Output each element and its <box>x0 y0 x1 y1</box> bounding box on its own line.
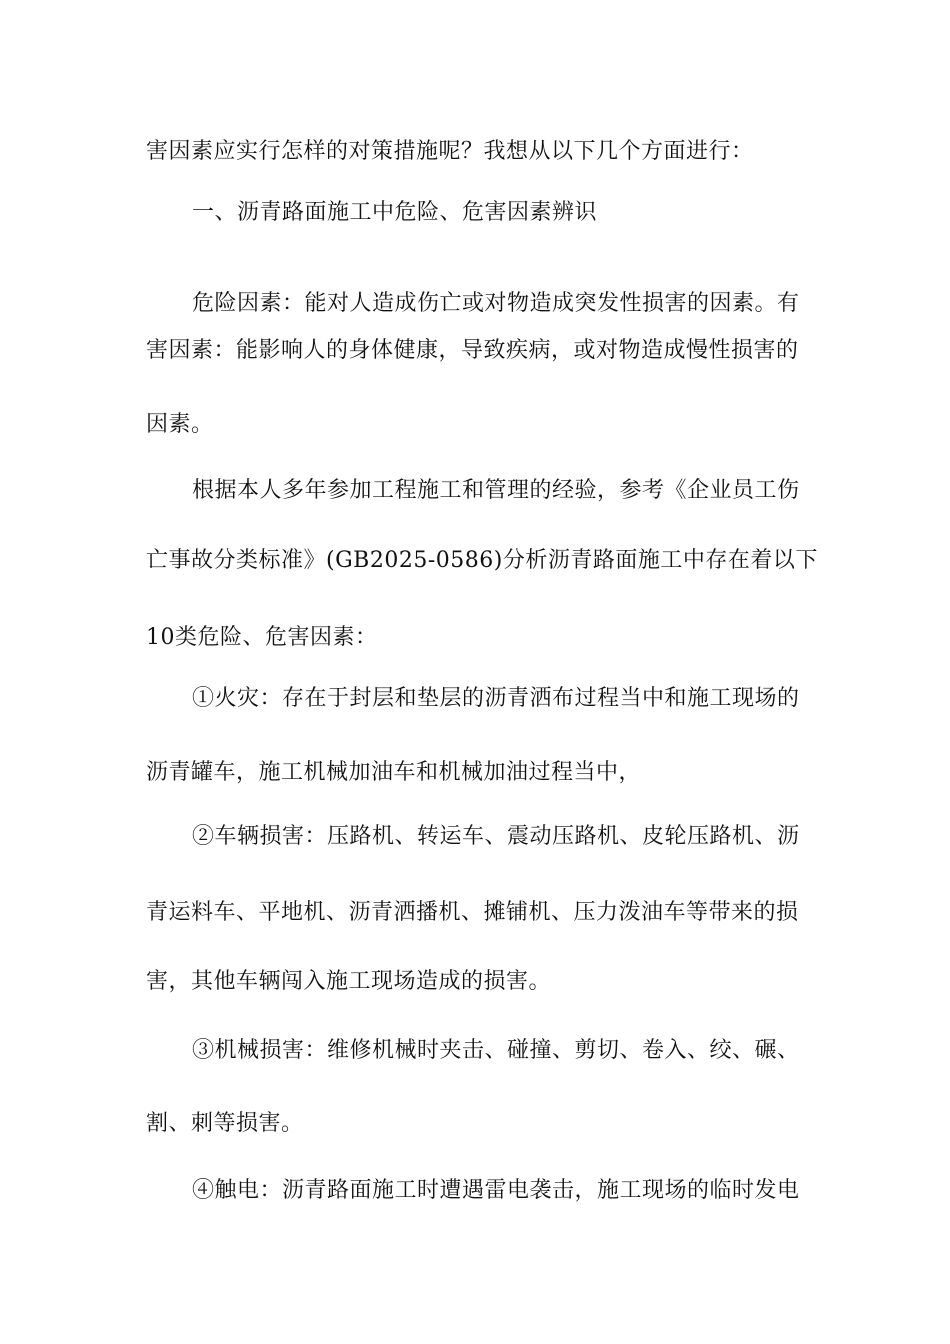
text-line: 根据本人多年参加工程施工和管理的经验，参考《企业员工伤 <box>192 478 800 503</box>
list-item: ④触电：沥青路面施工时遭遇雷电袭击，施工现场的临时发电 <box>192 1178 800 1203</box>
list-item: ③机械损害：维修机械时夹击、碰撞、剪切、卷入、绞、碾、 <box>192 1038 800 1063</box>
text-line: 危险因素：能对人造成伤亡或对物造成突发性损害的因素。有 <box>192 291 800 316</box>
text-line: 害因素应实行怎样的对策措施呢？我想从以下几个方面进行： <box>146 139 754 164</box>
text-line: 因素。 <box>146 412 214 437</box>
text-line: 沥青罐车，施工机械加油车和机械加油过程当中， <box>146 760 642 785</box>
list-item: ①火灾：存在于封层和垫层的沥青洒布过程当中和施工现场的 <box>192 686 800 711</box>
text-line: 青运料车、平地机、沥青洒播机、摊铺机、压力泼油车等带来的损 <box>146 900 799 925</box>
section-heading: 一、沥青路面施工中危险、危害因素辨识 <box>192 200 598 225</box>
text-line: 割、刺等损害。 <box>146 1111 304 1136</box>
text-line: 10类危险、危害因素： <box>146 625 378 650</box>
text-line: 亡事故分类标准》(GB2025-0586)分析沥青路面施工中存在着以下 <box>146 548 818 573</box>
list-item: ②车辆损害：压路机、转运车、震动压路机、皮轮压路机、沥 <box>192 824 800 849</box>
text-line: 害因素：能影响人的身体健康，导致疾病，或对物造成慢性损害的 <box>146 338 799 363</box>
text-line: 害，其他车辆闯入施工现场造成的损害。 <box>146 969 552 994</box>
